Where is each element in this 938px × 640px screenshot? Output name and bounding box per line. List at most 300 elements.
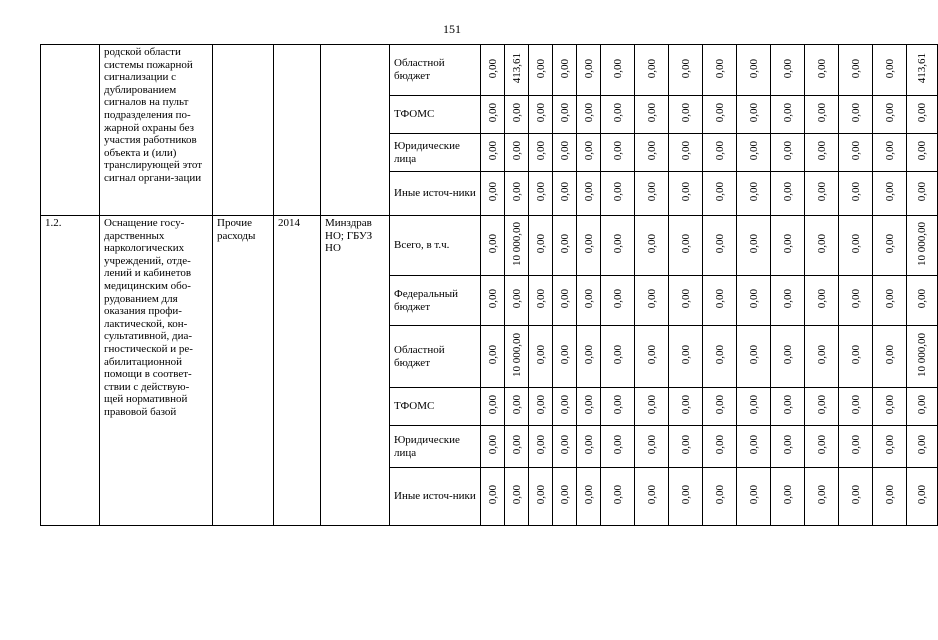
amount-value: 0,00 [558,234,571,254]
amount-cell [635,388,669,426]
amount-value: 0,00 [558,345,571,365]
amount-cell [669,134,703,172]
amount-value: 0,00 [582,345,595,365]
amount-cell [839,426,873,468]
amount-value: 0,00 [713,435,726,455]
amount-value: 0,00 [713,345,726,365]
amount-cell [553,326,577,388]
amount-value: 0,00 [747,182,760,202]
amount-cell [553,96,577,134]
amount-value: 0,00 [781,435,794,455]
amount-cell [771,276,805,326]
amount-value: 0,00 [849,435,862,455]
amount-cell [907,276,938,326]
amount-value: 0,00 [645,485,658,505]
amount-value: 0,00 [510,182,523,202]
amount-cell [577,468,601,526]
amount-value: 0,00 [883,395,896,415]
amount-value: 0,00 [916,289,928,309]
amount-cell [771,45,805,96]
amount-cell [907,388,938,426]
funding-source-label: Федеральный бюджет [390,276,481,326]
year-cell [274,45,321,216]
funding-source-label: Иные источ-ники [390,172,481,216]
amount-cell [873,468,907,526]
amount-cell [635,96,669,134]
amount-cell [635,134,669,172]
amount-cell [839,326,873,388]
amount-cell [737,468,771,526]
amount-value: 0,00 [611,234,624,254]
amount-value: 0,00 [582,182,595,202]
amount-value: 0,00 [582,141,595,161]
amount-cell [635,468,669,526]
amount-cell [553,276,577,326]
amount-value: 0,00 [679,141,692,161]
funding-source-label: Областной бюджет [390,45,481,96]
amount-cell [529,216,553,276]
amount-cell [839,134,873,172]
amount-cell [703,96,737,134]
amount-value: 0,00 [645,58,658,78]
amount-cell [907,326,938,388]
amount-cell [669,96,703,134]
funding-source-label: Юридические лица [390,134,481,172]
amount-cell [669,426,703,468]
funding-source-label: Иные источ-ники [390,468,481,526]
item-number-cell [41,45,100,216]
amount-value: 0,00 [916,103,928,123]
amount-cell [601,45,635,96]
amount-value: 0,00 [510,395,523,415]
amount-cell [771,468,805,526]
amount-value: 0,00 [582,58,595,78]
amount-value: 0,00 [849,395,862,415]
amount-value: 0,00 [611,345,624,365]
amount-value: 0,00 [747,345,760,365]
amount-cell [577,426,601,468]
amount-cell [737,388,771,426]
amount-value: 0,00 [883,485,896,505]
amount-value: 0,00 [815,289,828,309]
amount-value: 10 000,00 [510,332,523,377]
amount-cell [577,388,601,426]
amount-value: 0,00 [849,141,862,161]
amount-value: 0,00 [916,435,928,455]
amount-value: 0,00 [747,103,760,123]
amount-cell [529,45,553,96]
amount-cell [873,426,907,468]
amount-cell [669,216,703,276]
amount-value: 0,00 [558,485,571,505]
amount-cell [737,134,771,172]
amount-value: 0,00 [883,182,896,202]
amount-value: 0,00 [713,234,726,254]
amount-value: 10 000,00 [510,221,523,266]
amount-cell [839,96,873,134]
amount-value: 0,00 [916,141,928,161]
amount-cell [703,216,737,276]
amount-value: 0,00 [713,141,726,161]
amount-cell [907,216,938,276]
amount-cell [529,276,553,326]
table-row [41,216,938,276]
amount-cell [481,172,505,216]
amount-cell [771,326,805,388]
amount-value: 0,00 [582,289,595,309]
amount-value: 0,00 [486,103,499,123]
amount-cell [635,172,669,216]
amount-cell [805,96,839,134]
amount-value: 0,00 [645,141,658,161]
amount-cell [577,45,601,96]
amount-value: 413,61 [916,53,928,84]
amount-value: 0,00 [713,103,726,123]
amount-value: 0,00 [747,289,760,309]
amount-cell [553,388,577,426]
amount-value: 0,00 [486,182,499,202]
item-number-cell: 1.2. [41,216,100,526]
amount-value: 0,00 [781,103,794,123]
amount-cell [553,468,577,526]
amount-cell [669,45,703,96]
amount-value: 0,00 [486,141,499,161]
amount-cell [907,96,938,134]
amount-value: 0,00 [486,485,499,505]
amount-value: 0,00 [645,182,658,202]
amount-cell [805,134,839,172]
amount-value: 0,00 [534,141,547,161]
amount-cell [481,276,505,326]
amount-cell [873,276,907,326]
amount-cell [737,216,771,276]
amount-value: 0,00 [815,141,828,161]
amount-value: 0,00 [883,289,896,309]
amount-value: 0,00 [558,141,571,161]
amount-cell [529,326,553,388]
amount-value: 0,00 [486,395,499,415]
amount-value: 0,00 [611,58,624,78]
amount-cell [737,326,771,388]
amount-cell [505,172,529,216]
amount-value: 0,00 [534,234,547,254]
amount-value: 0,00 [534,435,547,455]
amount-cell [601,326,635,388]
table-body [41,45,938,526]
amount-value: 0,00 [849,182,862,202]
amount-cell [839,468,873,526]
amount-value: 0,00 [781,141,794,161]
amount-cell [529,96,553,134]
amount-cell [805,326,839,388]
amount-cell [669,276,703,326]
amount-value: 0,00 [534,103,547,123]
amount-cell [737,426,771,468]
amount-value: 0,00 [713,395,726,415]
amount-value: 0,00 [611,141,624,161]
amount-value: 0,00 [883,435,896,455]
amount-cell [553,216,577,276]
amount-cell [771,134,805,172]
amount-value: 0,00 [486,58,499,78]
amount-cell [873,216,907,276]
amount-value: 0,00 [747,234,760,254]
amount-value: 0,00 [849,103,862,123]
amount-cell [703,468,737,526]
amount-value: 0,00 [645,289,658,309]
amount-value: 0,00 [510,103,523,123]
amount-cell [577,96,601,134]
amount-cell [907,172,938,216]
amount-value: 0,00 [558,182,571,202]
table-row [41,45,938,96]
amount-value: 0,00 [747,141,760,161]
amount-value: 0,00 [534,395,547,415]
budget-table [40,44,938,526]
amount-value: 0,00 [645,103,658,123]
amount-value: 0,00 [510,485,523,505]
amount-cell [805,426,839,468]
amount-value: 0,00 [747,485,760,505]
amount-value: 0,00 [558,289,571,309]
funding-source-label: ТФОМС [390,96,481,134]
funding-source-label: Всего, в т.ч. [390,216,481,276]
amount-value: 0,00 [611,435,624,455]
amount-value: 0,00 [679,345,692,365]
item-title-cell: Оснащение госу-дарственных наркологических учреждений, отде-лений и кабинетов медицинским обо-рудованием для оказания профи-лактической, кон-сультативной, диа-гностической и ре-абилитационной помощи в соответ-ствии с действую-щей нормативной правовой базой [100,216,213,526]
amount-value: 0,00 [916,182,928,202]
amount-value: 0,00 [713,182,726,202]
amount-value: 0,00 [679,103,692,123]
amount-cell [529,388,553,426]
page-number: 151 [443,22,461,36]
amount-cell [481,426,505,468]
amount-value: 0,00 [713,58,726,78]
amount-cell [505,426,529,468]
amount-cell [703,134,737,172]
amount-cell [669,172,703,216]
amount-value: 0,00 [883,141,896,161]
funding-source-label: Областной бюджет [390,326,481,388]
amount-value: 0,00 [781,345,794,365]
amount-cell [907,134,938,172]
amount-cell [577,134,601,172]
amount-cell [553,45,577,96]
amount-value: 0,00 [679,485,692,505]
amount-cell [481,326,505,388]
amount-cell [703,172,737,216]
amount-cell [601,172,635,216]
executor-cell [321,45,390,216]
amount-cell [481,468,505,526]
amount-value: 0,00 [582,234,595,254]
amount-value: 0,00 [558,58,571,78]
amount-cell [703,276,737,326]
amount-value: 0,00 [781,182,794,202]
amount-cell [703,388,737,426]
amount-cell [481,96,505,134]
amount-cell [505,326,529,388]
amount-cell [601,468,635,526]
amount-cell [839,276,873,326]
amount-cell [771,426,805,468]
amount-cell [481,388,505,426]
amount-value: 0,00 [534,345,547,365]
amount-value: 0,00 [883,234,896,254]
amount-cell [481,216,505,276]
amount-value: 0,00 [815,103,828,123]
amount-cell [505,388,529,426]
amount-value: 0,00 [582,103,595,123]
amount-value: 10 000,00 [916,221,928,266]
amount-value: 0,00 [679,289,692,309]
amount-value: 0,00 [883,58,896,78]
amount-cell [635,276,669,326]
amount-value: 0,00 [747,395,760,415]
amount-cell [737,172,771,216]
amount-cell [553,134,577,172]
amount-value: 0,00 [534,289,547,309]
amount-cell [529,172,553,216]
amount-value: 0,00 [679,182,692,202]
amount-cell [839,216,873,276]
amount-value: 0,00 [582,395,595,415]
amount-value: 0,00 [534,485,547,505]
amount-cell [771,96,805,134]
amount-cell [873,45,907,96]
amount-cell [505,216,529,276]
funding-source-label: ТФОМС [390,388,481,426]
amount-value: 0,00 [849,485,862,505]
amount-value: 0,00 [611,103,624,123]
amount-value: 0,00 [815,234,828,254]
amount-value: 0,00 [486,234,499,254]
amount-value: 0,00 [781,485,794,505]
amount-value: 0,00 [815,345,828,365]
amount-cell [737,276,771,326]
amount-cell [505,468,529,526]
amount-value: 0,00 [486,345,499,365]
amount-value: 0,00 [781,234,794,254]
amount-value: 0,00 [747,58,760,78]
amount-cell [771,216,805,276]
amount-cell [873,134,907,172]
amount-value: 0,00 [781,395,794,415]
amount-cell [481,45,505,96]
amount-value: 0,00 [510,435,523,455]
amount-cell [577,326,601,388]
amount-cell [505,96,529,134]
amount-cell [577,216,601,276]
amount-cell [529,426,553,468]
amount-value: 0,00 [534,182,547,202]
funding-source-label: Юридические лица [390,426,481,468]
amount-cell [771,388,805,426]
amount-value: 0,00 [679,435,692,455]
executor-cell: Минздрав НО; ГБУЗ НО [321,216,390,526]
amount-cell [601,96,635,134]
amount-cell [669,388,703,426]
amount-cell [907,45,938,96]
amount-value: 413,61 [510,53,523,84]
amount-value: 0,00 [781,58,794,78]
amount-value: 0,00 [849,234,862,254]
amount-cell [635,326,669,388]
amount-value: 0,00 [611,395,624,415]
amount-cell [635,216,669,276]
amount-cell [635,45,669,96]
amount-value: 0,00 [679,58,692,78]
amount-cell [529,468,553,526]
amount-cell [669,468,703,526]
amount-cell [737,45,771,96]
amount-value: 0,00 [815,435,828,455]
amount-cell [601,276,635,326]
amount-value: 0,00 [849,58,862,78]
amount-value: 0,00 [815,395,828,415]
amount-value: 0,00 [679,395,692,415]
amount-cell [601,134,635,172]
amount-value: 0,00 [558,395,571,415]
amount-value: 0,00 [679,234,692,254]
amount-value: 0,00 [534,58,547,78]
amount-cell [805,172,839,216]
amount-value: 0,00 [510,141,523,161]
amount-cell [703,45,737,96]
amount-cell [577,172,601,216]
amount-value: 0,00 [849,289,862,309]
amount-cell [529,134,553,172]
amount-cell [505,276,529,326]
expense-type-cell: Прочие расходы [213,216,274,526]
amount-value: 0,00 [582,435,595,455]
amount-value: 0,00 [486,289,499,309]
amount-cell [839,388,873,426]
amount-value: 10 000,00 [916,332,928,377]
amount-cell [839,172,873,216]
amount-cell [703,326,737,388]
amount-value: 0,00 [916,395,928,415]
amount-cell [481,134,505,172]
amount-value: 0,00 [815,485,828,505]
amount-value: 0,00 [883,103,896,123]
amount-value: 0,00 [747,435,760,455]
amount-cell [553,172,577,216]
amount-cell [505,134,529,172]
amount-value: 0,00 [645,345,658,365]
item-title-cell: родской области системы пожарной сигнализации с дублированием сигналов на пульт подразделения по-жарной охраны без участия работников объекта и (или) транслирующей этот сигнал органи-зации [100,45,213,216]
amount-cell [703,426,737,468]
amount-cell [737,96,771,134]
amount-cell [601,426,635,468]
amount-cell [669,326,703,388]
amount-value: 0,00 [645,395,658,415]
amount-cell [873,96,907,134]
amount-cell [805,468,839,526]
amount-value: 0,00 [815,182,828,202]
amount-cell [771,172,805,216]
amount-value: 0,00 [558,103,571,123]
amount-cell [873,326,907,388]
amount-value: 0,00 [510,289,523,309]
amount-cell [601,388,635,426]
amount-cell [839,45,873,96]
amount-cell [805,45,839,96]
amount-value: 0,00 [611,289,624,309]
amount-cell [553,426,577,468]
amount-cell [873,172,907,216]
amount-cell [601,216,635,276]
